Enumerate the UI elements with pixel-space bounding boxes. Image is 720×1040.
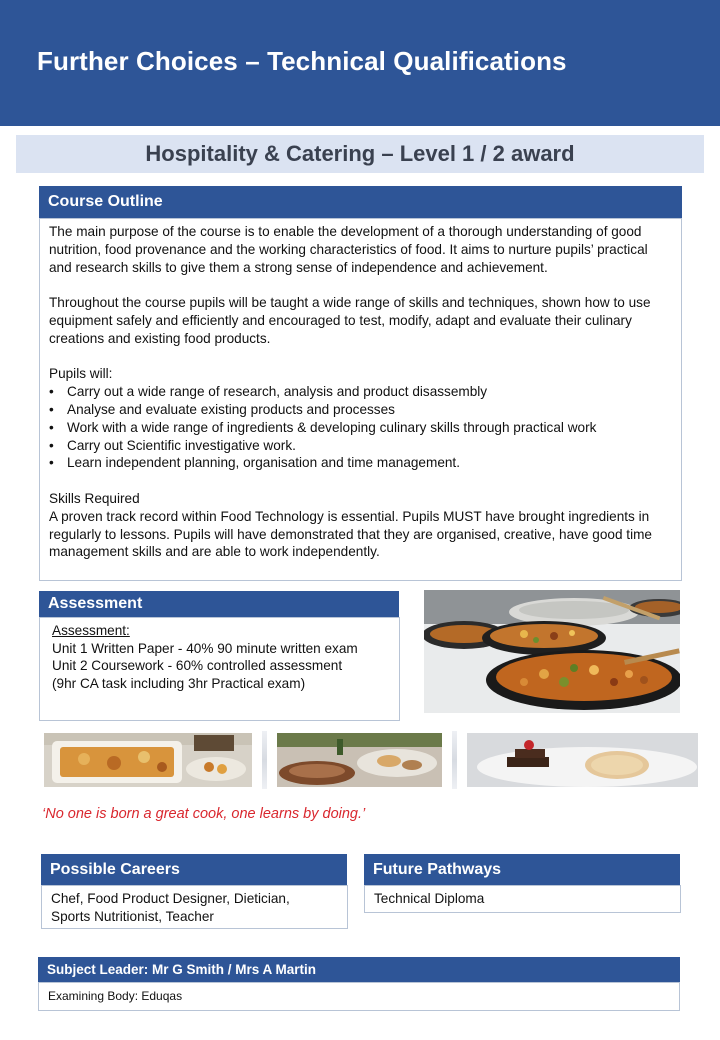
- lasagne-photo: [44, 733, 252, 787]
- assessment-label: Assessment:: [52, 623, 130, 638]
- course-outline-panel: [39, 218, 682, 581]
- pathways-text: Technical Diploma: [374, 891, 485, 906]
- possible-careers-heading: Possible Careers: [41, 854, 347, 885]
- future-pathways-heading: Future Pathways: [364, 854, 680, 885]
- list-item: • Learn independent planning, organisation and time management.: [49, 455, 460, 471]
- possible-careers-panel: [41, 885, 348, 929]
- future-pathways-panel: [364, 885, 681, 913]
- header-band: [0, 0, 720, 126]
- assessment-heading: Assessment: [39, 591, 399, 617]
- skills-required-heading: Skills Required: [49, 490, 140, 506]
- list-item: • Analyse and evaluate existing products and processes: [49, 401, 395, 417]
- outline-paragraph-1: The main purpose of the course is to enable the development of a thorough understanding of good nutrition, food provenance and the working characteristics of food. It aims to nurture pupils’ practical and research skills to give them a strong sense of independence and achievement.: [49, 224, 648, 275]
- outline-paragraph-2: Throughout the course pupils will be taught a wide range of skills and techniques, shown how to use equipment safely and efficiently and encouraged to test, modify, adapt and evaluate their culinary creations and existing food products.: [49, 295, 651, 346]
- dessert-photo: [277, 733, 442, 787]
- assessment-line-3: (9hr CA task including 3hr Practical exam): [52, 675, 306, 691]
- list-item: • Carry out a wide range of research, analysis and product disassembly: [49, 384, 488, 400]
- pupils-will-list: [49, 383, 672, 472]
- photo-divider: [262, 731, 267, 789]
- subtitle-bar: [16, 135, 704, 173]
- assessment-line-2: Unit 2 Coursework - 60% controlled assessment: [52, 658, 343, 674]
- careers-line-1: Chef, Food Product Designer, Dietician,: [51, 891, 290, 906]
- examining-body: Examining Body: Eduqas: [48, 989, 183, 1003]
- list-item: • Carry out Scientific investigative work.: [49, 437, 296, 453]
- course-outline-heading: Course Outline: [39, 186, 682, 218]
- subject-leader-panel: [38, 982, 680, 1011]
- assessment-line-1: Unit 1 Written Paper - 40% 90 minute written exam: [52, 640, 358, 656]
- plated-dessert-photo: [467, 733, 698, 787]
- cooking-quote: ‘No one is born a great cook, one learns by doing.’: [42, 806, 366, 822]
- list-item: • Work with a wide range of ingredients & developing culinary skills through practical work: [49, 419, 597, 435]
- cooking-pans-photo: [424, 590, 680, 713]
- page-title: Further Choices – Technical Qualifications: [37, 46, 567, 76]
- skills-required-text: A proven track record within Food Technology is essential. Pupils MUST have brought ingredients in regularly to lessons. Pupils will have demonstrated that they are organised, creative, have good time management skills and are able to work independently.: [49, 508, 652, 560]
- assessment-panel: [39, 617, 400, 721]
- course-title: Hospitality & Catering – Level 1 / 2 award: [145, 141, 575, 166]
- subject-leader-heading: Subject Leader: Mr G Smith / Mrs A Martin: [38, 957, 680, 982]
- photo-divider: [452, 731, 457, 789]
- pupils-will-label: Pupils will:: [49, 366, 113, 382]
- careers-line-2: Sports Nutritionist, Teacher: [51, 909, 214, 924]
